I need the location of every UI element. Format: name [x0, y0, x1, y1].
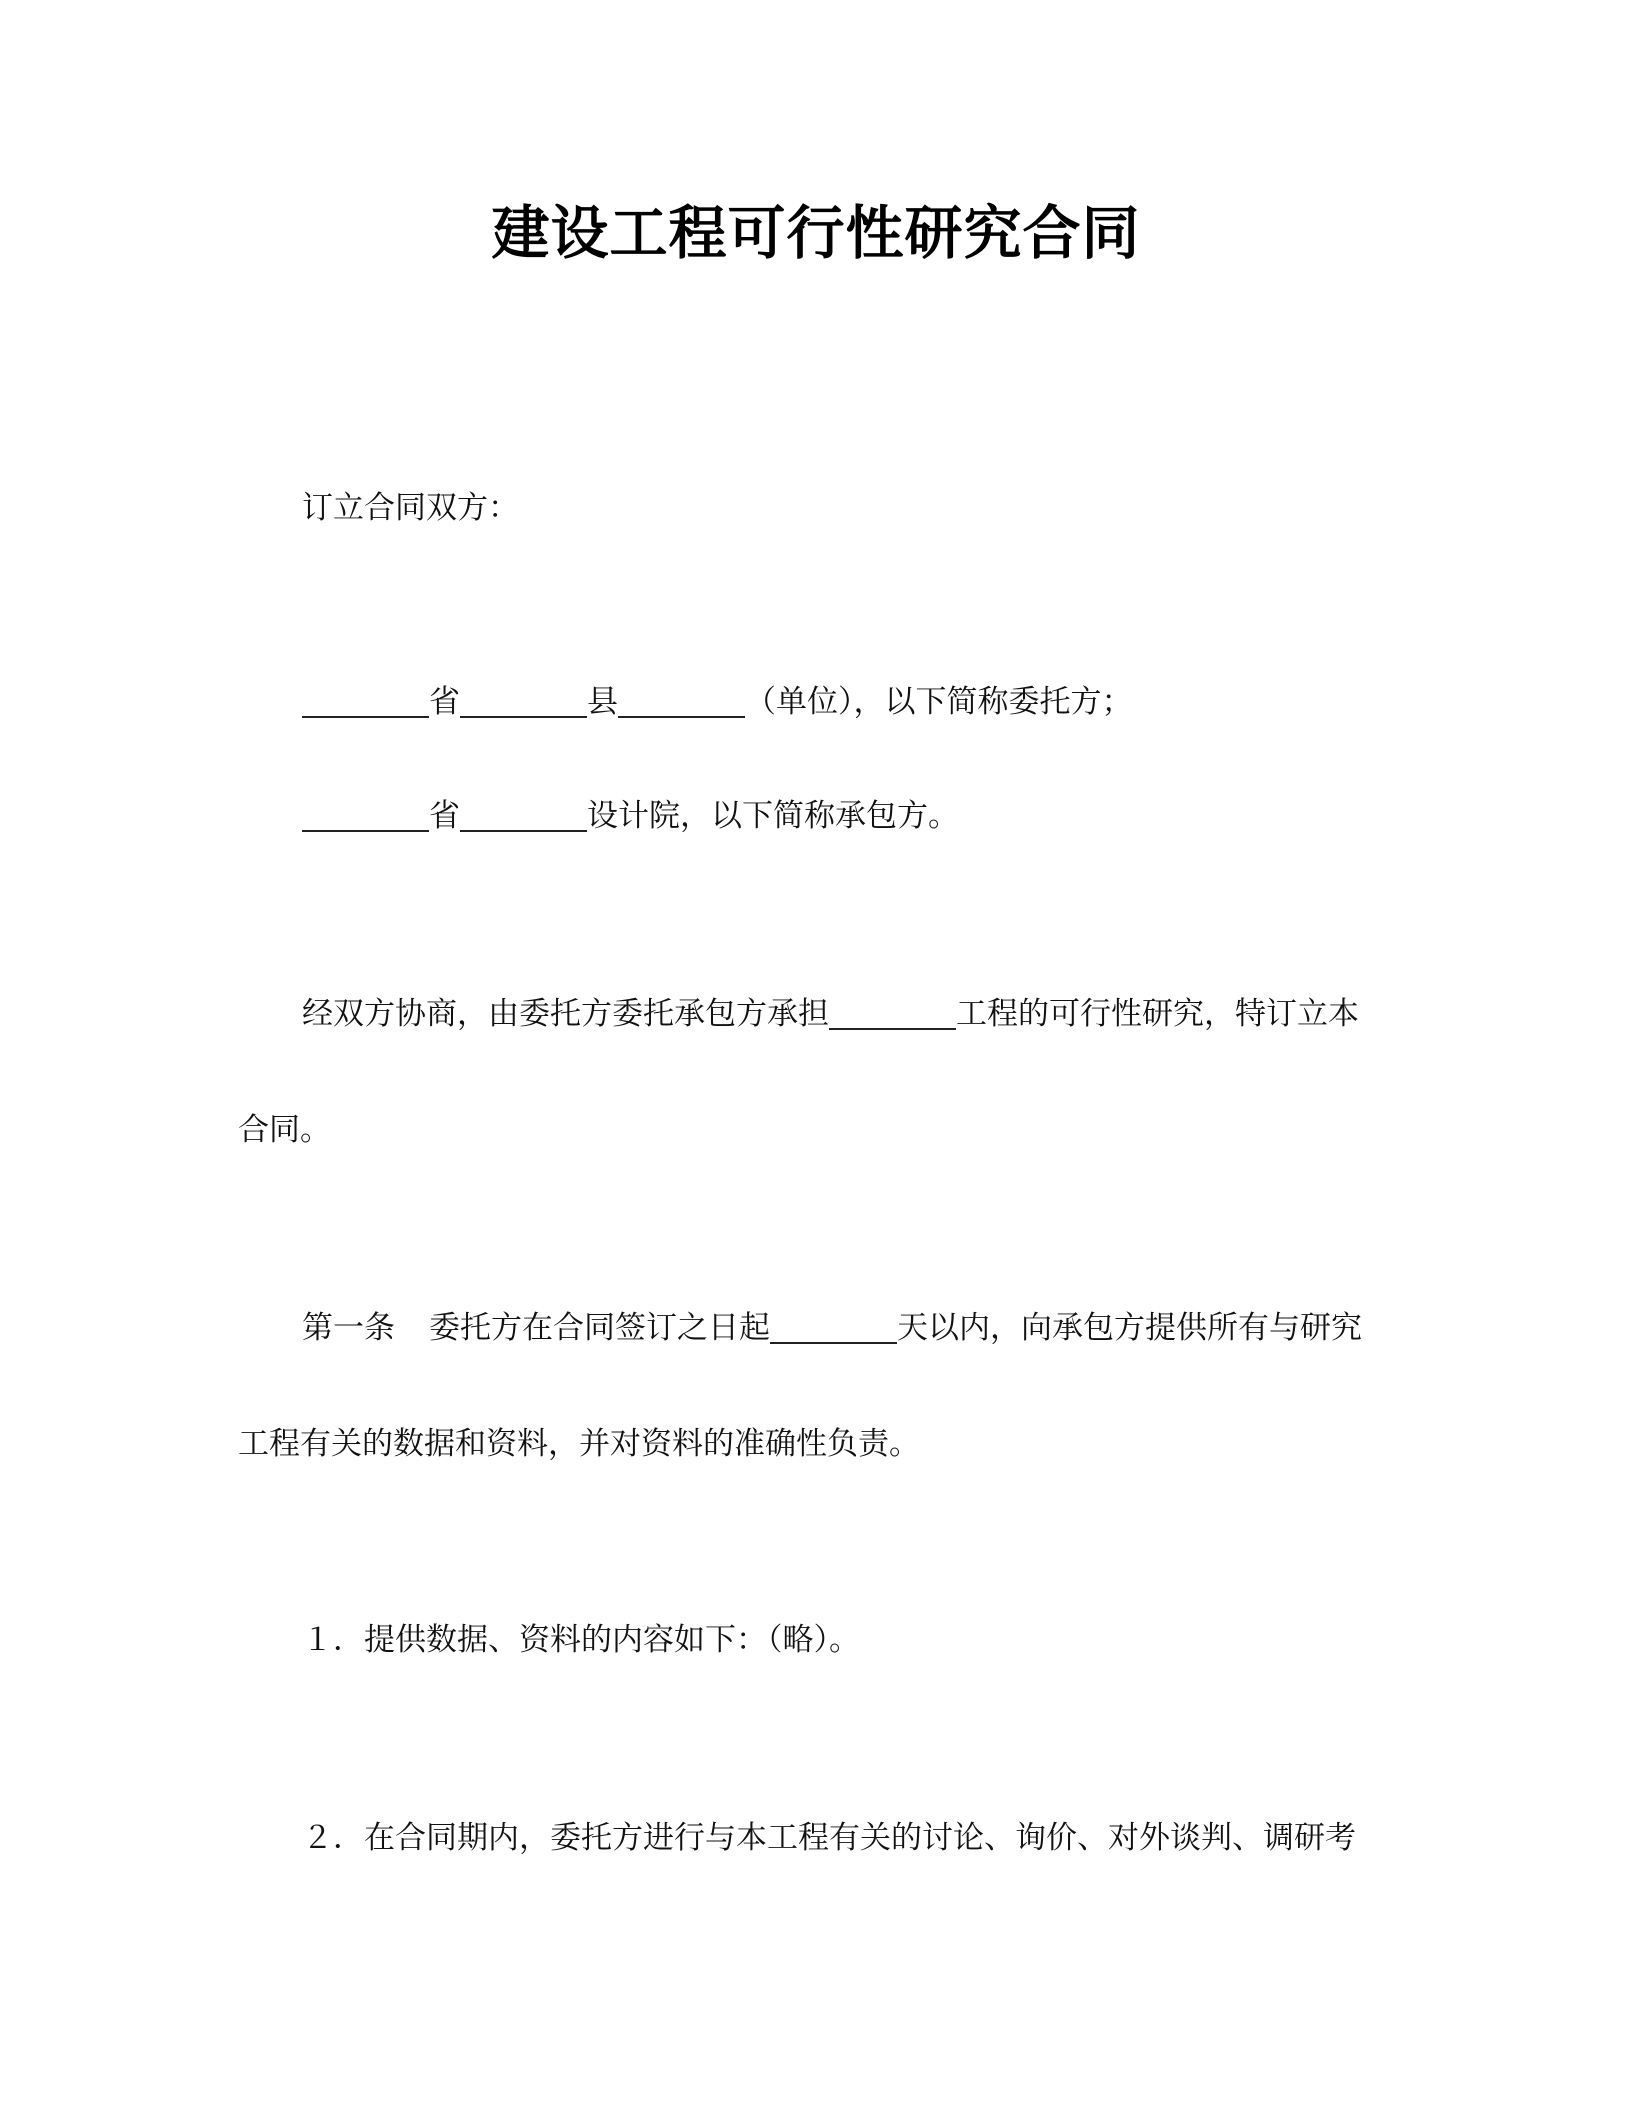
province-label: 省	[429, 684, 460, 720]
agreement-text-before: 经双方协商，由委托方委托承包方承担	[302, 996, 829, 1032]
item-1: １．提供数据、资料的内容如下：（略）。	[302, 1622, 860, 1658]
article-1-label: 第一条	[302, 1310, 395, 1346]
item-2: ２．在合同期内，委托方进行与本工程有关的讨论、询价、对外谈判、调研考	[302, 1820, 1356, 1856]
agreement-continuation: 合同。	[238, 1112, 331, 1148]
party-b-line	[302, 796, 959, 836]
blank-field	[460, 686, 587, 718]
agreement-text-after: 工程的可行性研究，特订立本	[956, 996, 1359, 1032]
blank-field	[618, 686, 745, 718]
blank-field	[770, 1312, 897, 1344]
county-label: 县	[587, 684, 618, 720]
article-1-line	[302, 1308, 1362, 1348]
blank-field	[829, 998, 956, 1030]
party-a-line	[302, 682, 1133, 722]
article-1-text-before: 委托方在合同签订之日起	[429, 1310, 770, 1346]
agreement-line	[302, 994, 1359, 1034]
province-label: 省	[429, 798, 460, 834]
article-1-text-after: 天以内，向承包方提供所有与研究	[897, 1310, 1362, 1346]
blank-field	[302, 800, 429, 832]
intro-line: 订立合同双方：	[302, 490, 519, 526]
blank-field	[460, 800, 587, 832]
party-b-suffix: 设计院，以下简称承包方。	[587, 798, 959, 834]
party-a-suffix: （单位），以下简称委托方；	[745, 684, 1133, 720]
article-1-continuation: 工程有关的数据和资料，并对资料的准确性负责。	[238, 1426, 920, 1462]
blank-field	[302, 686, 429, 718]
document-title: 建设工程可行性研究合同	[491, 199, 1141, 267]
